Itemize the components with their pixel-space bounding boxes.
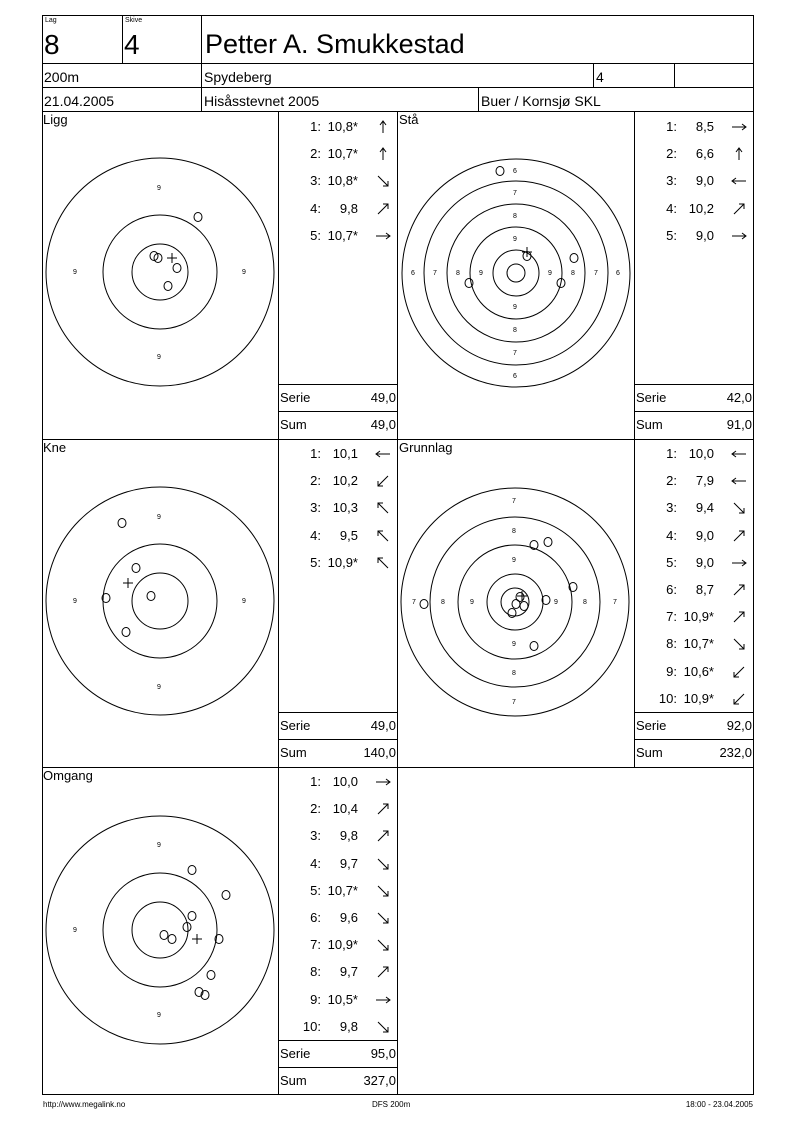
ring-label: 8 [513, 213, 517, 220]
shot-value-ligg: 9,8 [339, 200, 358, 216]
direction-arrow-icon [729, 199, 749, 219]
shot-number-omgang: 4: [310, 855, 321, 871]
shot-number-grunnlag: 4: [666, 527, 677, 543]
ring-label: 7 [513, 350, 517, 357]
direction-arrow-icon [729, 580, 749, 600]
shot-number-sta: 1: [666, 119, 677, 134]
ring-label: 9 [73, 269, 77, 276]
sum-label: Sum [636, 745, 663, 760]
shot-number-omgang: 6: [310, 910, 321, 925]
ring-label: 6 [616, 270, 620, 277]
serie-label: Serie [636, 718, 667, 733]
sum-value-grunnlag: 232,0 [719, 745, 752, 760]
ring-label: 7 [412, 599, 416, 606]
direction-arrow-icon [729, 662, 749, 682]
serie-value-grunnlag: 92,0 [726, 718, 752, 733]
ring-label: 9 [512, 641, 516, 648]
shot-value-omgang: 9,8 [339, 1018, 358, 1034]
ring-label: 8 [441, 599, 445, 606]
sum-value-ligg: 49,0 [370, 417, 396, 432]
shot-hole [188, 866, 196, 875]
direction-arrow-icon [729, 171, 749, 191]
distance: 200m [44, 69, 80, 85]
shot-number-omgang: 1: [310, 774, 321, 789]
shot-value-omgang: 10,9* [327, 937, 358, 953]
direction-arrow-icon [373, 526, 393, 546]
shot-number-kne: 5: [310, 554, 321, 570]
shot-value-ligg: 10,7* [327, 227, 358, 243]
ring-label: 8 [456, 270, 460, 277]
shot-value-omgang: 9,7 [339, 855, 358, 871]
direction-arrow-icon [373, 935, 393, 955]
shot-value-grunnlag: 10,9* [683, 609, 714, 625]
shot-value-grunnlag: 9,0 [695, 527, 714, 543]
direction-arrow-icon [729, 226, 749, 246]
direction-arrow-icon [729, 553, 749, 573]
serie-label: Serie [280, 718, 311, 733]
ring-label: 7 [433, 270, 437, 277]
panel-title-omgang: Omgang [43, 768, 93, 783]
shot-hole [168, 935, 176, 944]
shot-number-grunnlag: 8: [666, 636, 677, 652]
shot-value-kne: 10,3 [332, 500, 358, 516]
sum-label: Sum [636, 417, 663, 432]
shot-value-ligg: 10,7* [327, 146, 358, 162]
shot-value-omgang: 10,7* [327, 882, 358, 898]
ring-label: 9 [73, 598, 77, 605]
direction-arrow-icon [373, 990, 393, 1010]
lag-label: Lag [45, 17, 57, 24]
ring-label: 8 [512, 670, 516, 677]
shot-number-grunnlag: 1: [666, 446, 677, 461]
ring-label: 9 [548, 270, 552, 277]
panel-title-grunnlag: Grunnlag [399, 440, 453, 455]
direction-arrow-icon [729, 526, 749, 546]
shot-number-omgang: 5: [310, 882, 321, 898]
shot-number-ligg: 2: [310, 146, 321, 162]
serie-label: Serie [636, 390, 667, 405]
shot-value-grunnlag: 9,4 [695, 500, 714, 516]
ring-label: 6 [513, 373, 517, 380]
shot-value-omgang: 9,7 [339, 964, 358, 980]
sum-value-kne: 140,0 [363, 745, 396, 760]
panel-title-ligg: Ligg [43, 112, 68, 127]
direction-arrow-icon [373, 199, 393, 219]
shot-number-kne: 4: [310, 527, 321, 543]
shot-number-ligg: 3: [310, 173, 321, 189]
shot-number-omgang: 8: [310, 964, 321, 980]
shot-number-kne: 2: [310, 473, 321, 489]
shot-hole [188, 912, 196, 921]
serie-value-kne: 49,0 [370, 718, 396, 733]
ring-label: 9 [512, 557, 516, 564]
shot-value-kne: 9,5 [339, 527, 358, 543]
shot-value-omgang: 10,4 [332, 801, 358, 817]
shot-value-grunnlag: 7,9 [695, 473, 714, 489]
ring-label: 7 [613, 599, 617, 606]
sum-value-omgang: 327,0 [363, 1073, 396, 1088]
shot-number-grunnlag: 10: [658, 690, 677, 706]
direction-arrow-icon [729, 607, 749, 627]
shot-value-grunnlag: 10,7* [683, 636, 714, 652]
class: 4 [596, 69, 604, 85]
direction-arrow-icon [373, 553, 393, 573]
ring-label: 9 [157, 514, 161, 521]
shot-value-grunnlag: 10,0 [688, 446, 714, 461]
shot-number-omgang: 3: [310, 828, 321, 844]
ring-label: 8 [512, 528, 516, 535]
direction-arrow-icon [373, 799, 393, 819]
ring-label: 6 [513, 168, 517, 175]
direction-arrow-icon [373, 144, 393, 164]
shot-hole [222, 891, 230, 900]
ring-label: 7 [512, 498, 516, 505]
direction-arrow-icon [373, 908, 393, 928]
sum-label: Sum [280, 417, 307, 432]
serie-value-ligg: 49,0 [370, 390, 396, 405]
ring-label: 8 [571, 270, 575, 277]
shot-value-omgang: 10,5* [327, 991, 358, 1007]
direction-arrow-icon [373, 881, 393, 901]
shot-number-kne: 1: [310, 446, 321, 461]
shot-value-sta: 6,6 [695, 146, 714, 162]
shot-hole [160, 931, 168, 940]
center-mark [192, 934, 202, 944]
shot-number-sta: 5: [666, 227, 677, 243]
direction-arrow-icon [729, 117, 749, 137]
footer-timestamp: 18:00 - 23.04.2005 [685, 1100, 753, 1109]
ring-label: 9 [242, 269, 246, 276]
ring-label: 7 [512, 699, 516, 706]
club: Spydeberg [204, 69, 272, 85]
shot-number-sta: 2: [666, 146, 677, 162]
location: Buer / Kornsjø SKL [481, 93, 601, 109]
ring-label: 9 [470, 599, 474, 606]
direction-arrow-icon [373, 171, 393, 191]
shot-value-sta: 8,5 [695, 119, 714, 134]
shot-value-sta: 10,2 [688, 200, 714, 216]
direction-arrow-icon [373, 117, 393, 137]
shot-number-grunnlag: 9: [666, 663, 677, 679]
shot-number-sta: 4: [666, 200, 677, 216]
serie-label: Serie [280, 390, 311, 405]
shot-number-grunnlag: 2: [666, 473, 677, 489]
shot-value-grunnlag: 10,6* [683, 663, 714, 679]
shot-hole [207, 971, 215, 980]
direction-arrow-icon [729, 444, 749, 464]
direction-arrow-icon [729, 634, 749, 654]
skive-value: 4 [124, 29, 140, 60]
shot-number-omgang: 9: [310, 991, 321, 1007]
ring-label: 9 [242, 598, 246, 605]
shot-value-sta: 9,0 [695, 173, 714, 189]
date: 21.04.2005 [44, 93, 115, 109]
shot-value-grunnlag: 10,9* [683, 690, 714, 706]
shot-number-omgang: 10: [302, 1018, 321, 1034]
sum-label: Sum [280, 745, 307, 760]
ring-label: 8 [513, 327, 517, 334]
ring-label: 7 [594, 270, 598, 277]
direction-arrow-icon [373, 826, 393, 846]
event-name: Hisåsstevnet 2005 [204, 93, 320, 109]
direction-arrow-icon [373, 471, 393, 491]
ring-label: 6 [411, 270, 415, 277]
ring-label: 9 [513, 236, 517, 243]
ring-label: 9 [157, 842, 161, 849]
serie-label: Serie [280, 1046, 311, 1061]
target-ring [46, 816, 274, 1044]
ring-label: 8 [583, 599, 587, 606]
direction-arrow-icon [729, 471, 749, 491]
shot-value-kne: 10,9* [327, 554, 358, 570]
direction-arrow-icon [373, 1017, 393, 1037]
ring-label: 9 [157, 354, 161, 361]
ring-label: 9 [554, 599, 558, 606]
ring-label: 7 [513, 190, 517, 197]
direction-arrow-icon [729, 144, 749, 164]
shot-value-grunnlag: 8,7 [695, 582, 714, 597]
shot-number-ligg: 5: [310, 227, 321, 243]
shot-value-grunnlag: 9,0 [695, 554, 714, 570]
direction-arrow-icon [729, 689, 749, 709]
shot-value-sta: 9,0 [695, 227, 714, 243]
footer-program: DFS 200m [372, 1100, 411, 1109]
shot-value-omgang: 9,6 [339, 910, 358, 925]
direction-arrow-icon [729, 498, 749, 518]
direction-arrow-icon [373, 962, 393, 982]
ring-label: 9 [157, 1012, 161, 1019]
shot-value-ligg: 10,8* [327, 173, 358, 189]
sum-label: Sum [280, 1073, 307, 1088]
shot-number-omgang: 7: [310, 937, 321, 953]
ring-label: 9 [479, 270, 483, 277]
panel-title-kne: Kne [43, 440, 67, 455]
sum-value-sta: 91,0 [726, 417, 752, 432]
shot-number-sta: 3: [666, 173, 677, 189]
shot-value-kne: 10,2 [332, 473, 358, 489]
shot-value-omgang: 10,0 [332, 774, 358, 789]
shot-number-grunnlag: 7: [666, 609, 677, 625]
direction-arrow-icon [373, 226, 393, 246]
target-ring [132, 902, 188, 958]
direction-arrow-icon [373, 854, 393, 874]
lag-value: 8 [44, 29, 60, 60]
footer-url[interactable]: http://www.megalink.no [43, 1100, 126, 1109]
ring-label: 9 [157, 185, 161, 192]
shot-number-grunnlag: 3: [666, 500, 677, 516]
serie-value-sta: 42,0 [726, 390, 752, 405]
shot-value-omgang: 9,8 [339, 828, 358, 844]
direction-arrow-icon [373, 444, 393, 464]
panel-title-sta: Stå [399, 112, 419, 127]
direction-arrow-icon [373, 772, 393, 792]
serie-value-omgang: 95,0 [370, 1046, 396, 1061]
ring-label: 9 [513, 304, 517, 311]
shot-number-omgang: 2: [310, 801, 321, 817]
shot-number-grunnlag: 6: [666, 582, 677, 597]
ring-label: 9 [157, 684, 161, 691]
shot-number-ligg: 1: [310, 119, 321, 134]
direction-arrow-icon [373, 498, 393, 518]
target-ring [103, 873, 217, 987]
shot-number-ligg: 4: [310, 200, 321, 216]
shot-value-ligg: 10,8* [327, 119, 358, 134]
shooter-name: Petter A. Smukkestad [205, 29, 465, 59]
shot-number-grunnlag: 5: [666, 554, 677, 570]
skive-label: Skive [125, 17, 143, 24]
shot-number-kne: 3: [310, 500, 321, 516]
ring-label: 9 [73, 927, 77, 934]
shot-value-kne: 10,1 [332, 446, 358, 461]
